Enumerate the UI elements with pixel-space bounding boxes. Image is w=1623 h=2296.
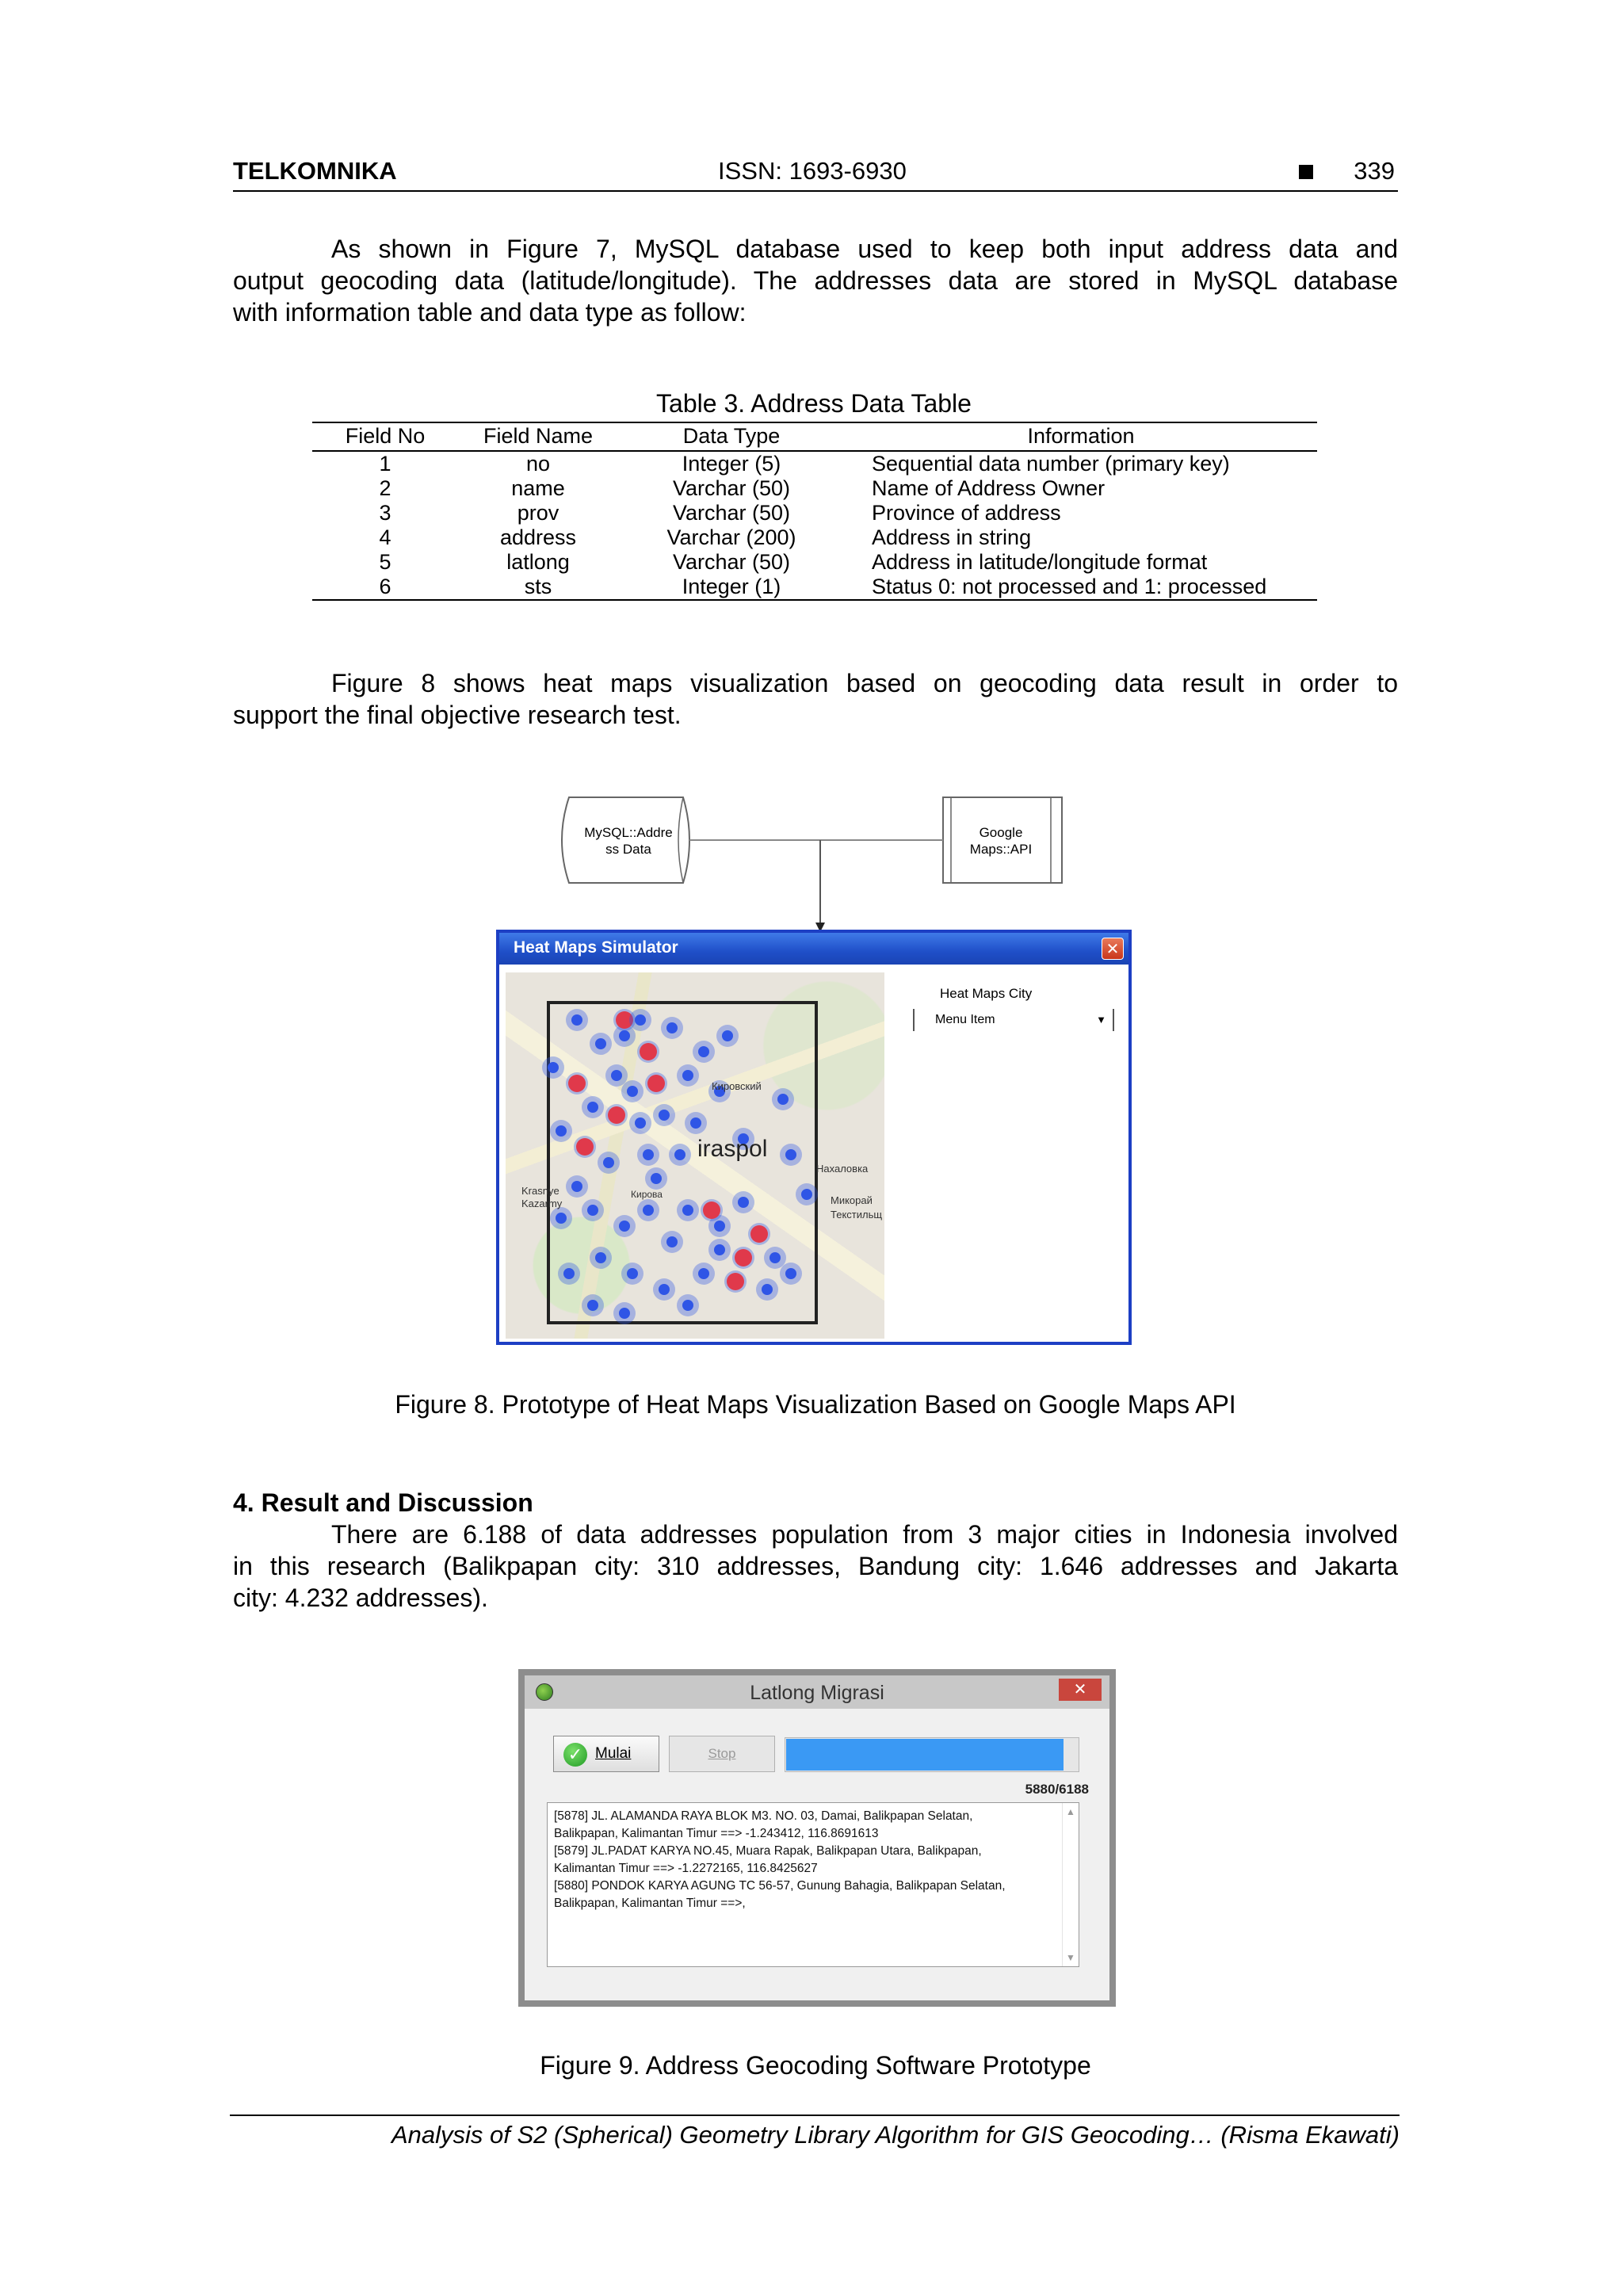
column-header: Information <box>845 422 1317 451</box>
heat-point <box>587 1205 598 1216</box>
heat-point <box>571 1181 582 1192</box>
heat-point <box>735 1249 752 1266</box>
progress-bar <box>785 1737 1079 1772</box>
city-select-value: Menu Item <box>935 1013 995 1026</box>
map-label-district: Текстильщ <box>831 1209 883 1221</box>
heat-point <box>698 1268 709 1279</box>
heat-point <box>777 1094 789 1105</box>
heat-point <box>595 1252 606 1263</box>
heat-point <box>576 1138 594 1156</box>
figure-9 <box>518 1669 1116 2007</box>
map-label-city: iraspol <box>697 1136 768 1162</box>
section-4 <box>233 1487 1398 1614</box>
heat-point <box>619 1308 630 1319</box>
chevron-down-icon[interactable]: ▼ <box>1066 1952 1075 1963</box>
table-cell: Varchar (50) <box>672 501 791 525</box>
latlong-window <box>525 1675 1109 2000</box>
map-label-district: Кирова <box>631 1189 663 1200</box>
table-cell: Province of address <box>872 501 1061 525</box>
table-cell: 6 <box>312 575 458 600</box>
dropdown-arrow-icon[interactable]: ▼ <box>1096 1014 1106 1026</box>
table-cell: Name of Address Owner <box>872 476 1106 500</box>
heat-point <box>682 1070 693 1081</box>
db-label-line-2: ss Data <box>605 842 651 857</box>
window-title: Latlong Migrasi <box>750 1682 884 1704</box>
table-cell: Varchar (50) <box>672 476 791 500</box>
heat-point <box>647 1075 665 1092</box>
section-heading: 4. Result and Discussion <box>233 1488 533 1517</box>
table-row <box>312 550 1317 575</box>
section4-line-2: in this research (Balikpapan city: 310 addresses, Bandung city: 1.646 addresses and Jakarta <box>233 1552 1398 1580</box>
heat-point <box>571 1014 582 1026</box>
table-cell: 4 <box>379 525 391 549</box>
heat-point <box>640 1043 657 1060</box>
table-cell: address <box>499 525 577 549</box>
heat-point <box>627 1086 638 1097</box>
heat-point <box>587 1300 598 1311</box>
table-cell: Address in string <box>872 525 1032 549</box>
api-label-line-1: Google <box>979 825 1023 840</box>
heat-point <box>568 1075 586 1092</box>
table-cell: name <box>511 476 565 500</box>
heat-point <box>659 1284 670 1295</box>
heat-point <box>666 1236 678 1247</box>
running-footer: Analysis of S2 (Spherical) Geometry Library Algorithm for GIS Geocoding… (Risma Ekawati) <box>230 2115 1400 2151</box>
scrollbar[interactable] <box>1062 1803 1079 1966</box>
column-header: Data Type <box>618 422 845 451</box>
api-label-line-2: Maps::API <box>969 842 1033 857</box>
table-cell: Status 0: not processed and 1: processed <box>845 575 1317 600</box>
architecture-diagram <box>491 785 1141 935</box>
heat-point <box>556 1213 567 1224</box>
heat-point <box>769 1252 781 1263</box>
heat-point <box>643 1205 654 1216</box>
table-cell: 3 <box>379 501 391 525</box>
map-label-district: Нахаловка <box>816 1163 869 1175</box>
progress-count: 5880/6188 <box>1025 1782 1089 1797</box>
table-row <box>312 501 1317 525</box>
heat-point <box>643 1149 654 1160</box>
address-data-table <box>312 422 1317 601</box>
intro-line-2: output geocoding data (latitude/longitude). The addresses data are stored in MySQL database <box>233 266 1398 295</box>
heat-point <box>785 1268 796 1279</box>
figure8-intro-paragraph <box>233 667 1398 731</box>
heat-point <box>635 1014 646 1026</box>
heat-point <box>608 1106 625 1124</box>
heat-point <box>651 1173 662 1184</box>
heat-point <box>750 1225 768 1243</box>
heat-points <box>542 1009 818 1324</box>
issn: ISSN: 1693-6930 <box>718 157 907 185</box>
fig8-line-2: support the final objective research test. <box>233 701 682 729</box>
window-titlebar[interactable] <box>525 1675 1109 1709</box>
db-label <box>569 824 688 858</box>
heat-map-view[interactable] <box>506 972 884 1339</box>
api-label <box>951 824 1051 858</box>
figure9-caption: Figure 9. Address Geocoding Software Prototype <box>540 2051 1091 2080</box>
heat-point <box>801 1189 812 1200</box>
heat-point <box>703 1201 720 1219</box>
heat-point <box>785 1149 796 1160</box>
table-cell: Address in latitude/longitude format <box>872 550 1208 574</box>
heat-point <box>738 1197 749 1208</box>
heat-point <box>722 1030 733 1041</box>
heat-point <box>611 1070 622 1081</box>
heat-point <box>659 1110 670 1121</box>
square-bullet-icon <box>1299 165 1313 179</box>
figure8-caption: Figure 8. Prototype of Heat Maps Visualization Based on Google Maps API <box>395 1390 1236 1419</box>
heat-point <box>714 1244 725 1255</box>
log-textarea[interactable] <box>547 1802 1079 1967</box>
table-row <box>312 451 1317 476</box>
section4-line-3: city: 4.232 addresses). <box>233 1584 488 1612</box>
close-button[interactable]: ✕ <box>1059 1679 1102 1701</box>
window-titlebar[interactable] <box>499 933 1128 965</box>
table-cell: Integer (1) <box>618 575 845 600</box>
table-header-row <box>312 422 1317 451</box>
heat-point <box>619 1221 630 1232</box>
heat-point <box>698 1046 709 1057</box>
close-button[interactable]: ✕ <box>1102 938 1124 960</box>
column-header: Field Name <box>458 422 618 451</box>
page-number: 339 <box>1354 157 1395 185</box>
heat-point <box>690 1117 701 1129</box>
heat-point <box>682 1300 693 1311</box>
intro-line-1: As shown in Figure 7, MySQL database used to keep both input address data and <box>331 235 1398 263</box>
heat-point <box>595 1038 606 1049</box>
table-cell: Integer (5) <box>682 452 781 476</box>
log-text: [5878] JL. ALAMANDA RAYA BLOK M3. NO. 03, Damai, Balikpapan Selatan, Balikpapan, Kalimantan Timur ==> -1.243412, 116.8691613 [5879] JL.PADAT KARYA NO.45, Muara Rapak, Balikpapan Utara, Balikpapan, Kalimantan Timur ==> -1.2272165, 116.8425627 [5880] PONDOK KARYA AGUNG TC 56-57, Gunung Bahagia, Balikpapan Selatan, Balikpapan, Kalimantan Timur ==>, <box>554 1809 1006 1910</box>
column-header: Field No <box>312 422 458 451</box>
heat-point <box>682 1205 693 1216</box>
city-select[interactable] <box>913 1009 1114 1031</box>
check-icon: ✓ <box>563 1743 587 1767</box>
heat-point <box>627 1268 638 1279</box>
table-cell: 2 <box>379 476 391 500</box>
table-row <box>312 476 1317 501</box>
table-cell: prov <box>517 501 559 525</box>
fig8-line-1: Figure 8 shows heat maps visualization based on geocoding data result in order to <box>331 669 1398 697</box>
stop-button-label: Stop <box>708 1746 736 1761</box>
map-label-district: Кировский <box>712 1080 762 1092</box>
table-cell: Varchar (50) <box>672 550 791 574</box>
chevron-up-icon[interactable]: ▲ <box>1066 1806 1075 1817</box>
journal-name: TELKOMNIKA <box>233 157 397 185</box>
table-cell: 1 <box>379 452 391 476</box>
table-cell: Varchar (200) <box>666 525 796 549</box>
table-row <box>312 575 1317 600</box>
heat-maps-window <box>496 930 1132 1345</box>
progress-fill <box>786 1739 1064 1771</box>
start-button[interactable] <box>553 1736 659 1772</box>
heat-point <box>714 1221 725 1232</box>
map-label-district: Микорай <box>831 1194 873 1206</box>
heat-point <box>548 1062 559 1073</box>
stop-button[interactable] <box>669 1736 775 1772</box>
heat-point <box>619 1030 630 1041</box>
intro-paragraph <box>233 233 1398 328</box>
table-cell: 5 <box>379 550 391 574</box>
section4-line-1: There are 6.188 of data addresses population from 3 major cities in Indonesia involved <box>331 1520 1398 1549</box>
table-cell: no <box>525 452 551 476</box>
heat-point <box>666 1022 678 1033</box>
heat-point <box>556 1125 567 1137</box>
table-row <box>312 525 1317 550</box>
heat-point <box>762 1284 773 1295</box>
heat-point <box>563 1268 575 1279</box>
table-cell: latlong <box>506 550 570 574</box>
start-button-label: Mulai <box>595 1745 632 1762</box>
running-header <box>233 155 1398 192</box>
heat-point <box>674 1149 685 1160</box>
intro-line-3: with information table and data type as follow: <box>233 298 747 327</box>
figure-8 <box>491 785 1141 1355</box>
table-caption: Table 3. Address Data Table <box>656 389 972 418</box>
table-cell: sts <box>458 575 618 600</box>
db-label-line-1: MySQL::Addre <box>584 825 673 840</box>
heat-map-overlay <box>506 972 884 1339</box>
window-title: Heat Maps Simulator <box>514 938 678 957</box>
heat-maps-city-label: Heat Maps City <box>940 986 1033 1001</box>
heat-point <box>603 1157 614 1168</box>
heat-point <box>727 1273 744 1290</box>
map-label-district: Kazarmy <box>521 1198 563 1209</box>
heat-point <box>635 1117 646 1129</box>
map-label-district: Krasnye <box>521 1185 559 1197</box>
window-body <box>525 1709 1109 2000</box>
heat-point <box>587 1102 598 1113</box>
table-cell: Sequential data number (primary key) <box>872 452 1230 476</box>
